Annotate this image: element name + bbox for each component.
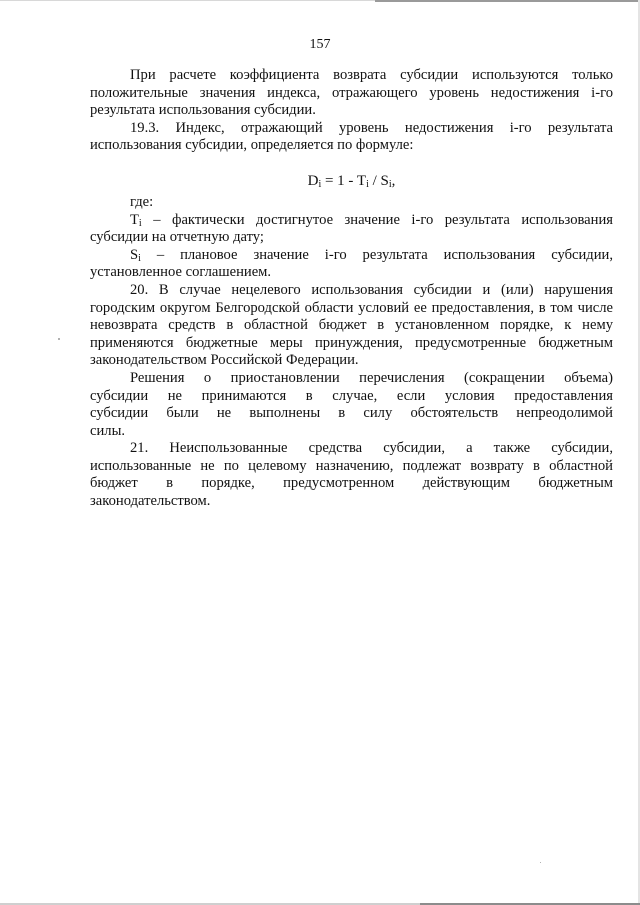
formula-lhs: D [307,172,319,189]
formula-div-sub: i [388,178,392,190]
definition-s-symbol: S [130,246,139,263]
definition-t-symbol: T [130,211,139,228]
paragraph-20-decisions: Решения о приостановлении перечисления (сокращении объема) субсидии не принимаются в случае, если условия предоставления субсидии были не выполнены в силу обстоятельств непреодолимой силы. [90,369,613,439]
scan-edge-top-shadow [375,0,640,2]
formula-tail: , [391,172,396,189]
definition-t-text: – фактически достигнутое значение i-го результата использования субсидии на отчетную дату; [90,211,613,246]
formula-mid-sub: i [366,178,369,190]
definition-s-text: – плановое значение i-го результата использования субсидии, установленное соглашением. [90,246,613,281]
definition-t [90,212,613,247]
definition-s-sub: i [138,252,141,264]
scan-speck [58,338,60,340]
page-number: 157 [309,37,331,52]
scan-speck [540,862,541,863]
paragraph-21: 21. Неиспользованные средства субсидии, а также субсидии, использованные не по целевому назначению, подлежат возврату в областной бюджет в порядке, предусмотренном действующим бюджетным законодательством. [90,440,613,510]
formula [90,172,613,190]
formula-div: / S [368,172,389,189]
paragraph-coefficient-note: При расчете коэффициента возврата субсидии используются только положительные значения индекса, отражающего уровень недостижения i-го результата использования субсидии. [90,67,613,119]
formula-mid: = 1 - T [321,172,367,189]
definition-t-sub: i [138,217,142,229]
formula-lhs-sub: i [318,178,322,190]
document-body [90,67,613,511]
paragraph-20: 20. В случае нецелевого использования субсидии и (или) нарушения городским округом Белгородской области условий ее предоставления, в том числе невозврата средств в областной бюджет в установленном порядке, к нему применяются бюджетные меры принуждения, предусмотренные бюджетным законодательством Российской Федерации. [90,281,613,369]
where-label: где: [130,193,154,210]
paragraph-19-3: 19.3. Индекс, отражающий уровень недостижения i-го результата использования субсидии, определяется по формуле: [90,119,613,154]
definition-s [90,247,613,282]
